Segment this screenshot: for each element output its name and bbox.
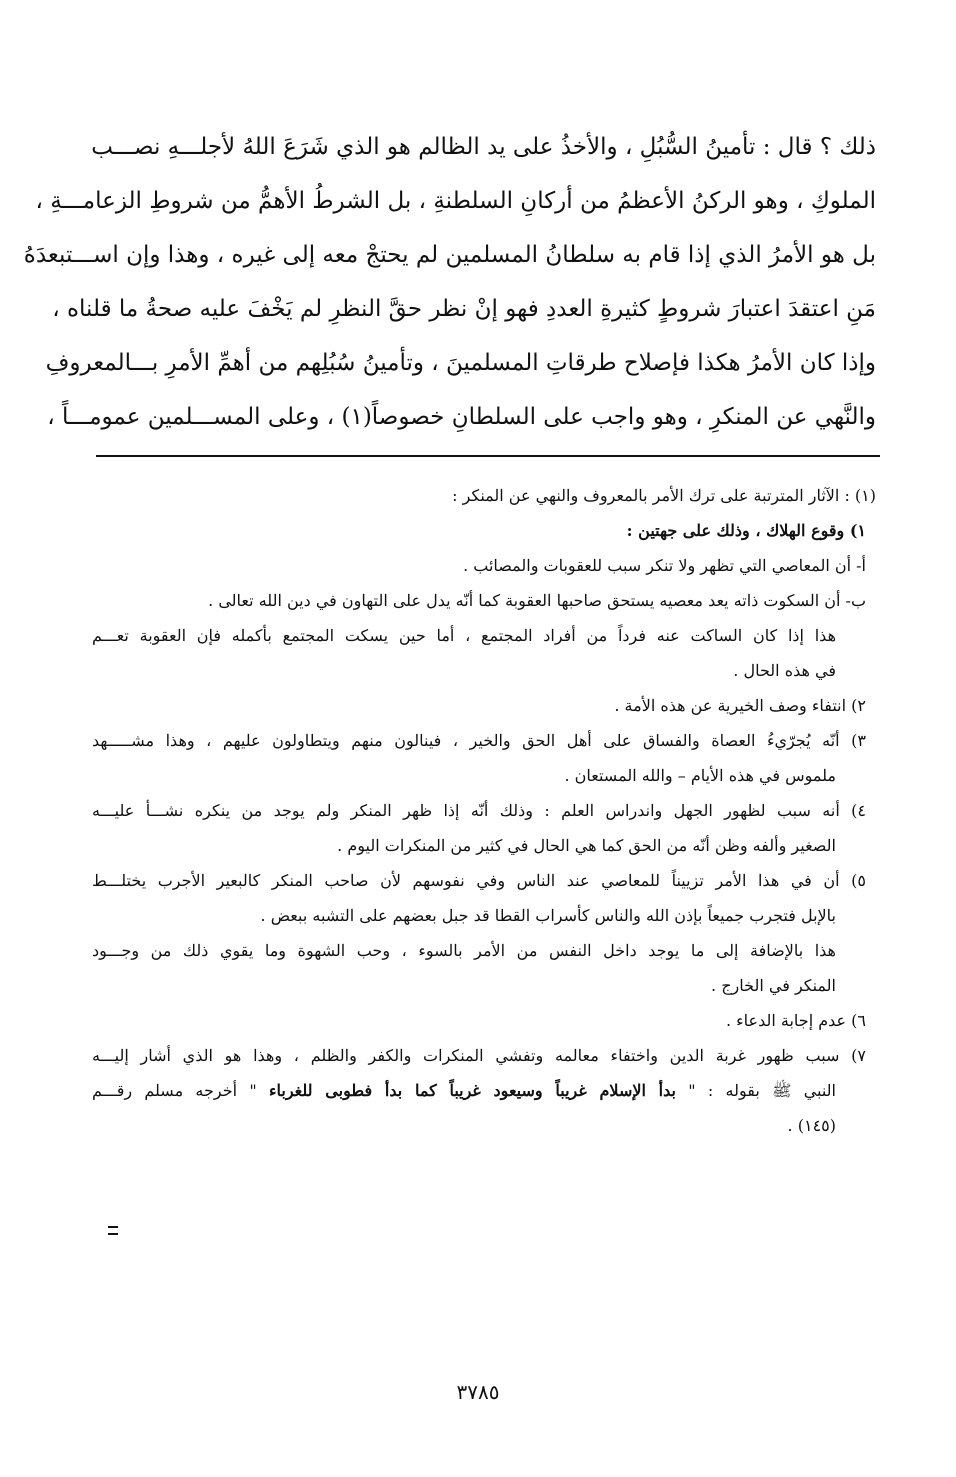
margin-mark [108, 1226, 118, 1235]
main-text-line: وإذا كان الأمرُ هكذا فإصلاح طرقاتِ المسلمينَ ، وتأمينُ سُبُلِهم من أهمِّ الأمرِ بـــالمعروفِ [45, 350, 876, 376]
footnote-item: ٧) سبب ظهور غربة الدين واختفاء معالمه وتفشي المنكرات والكفر والظلم ، وهذا هو الذي أشار إليـــه [92, 1046, 866, 1065]
footnote-item: ٤) أنه سبب لظهور الجهل واندراس العلم : وذلك أنّه إذا ظهر المنكر ولم يوجد من ينكره نشـــأ عليـــه [92, 801, 866, 820]
footnote-line: بالإبل فتجرب جميعاً بإذن الله والناس كأسراب القطا قد جبل بعضهم على التشبه ببعض . [260, 906, 836, 925]
footnote-line: هذا إذا كان الساكت عنه فرداً من أفراد المجتمع ، أما حين يسكت المجتمع بأكمله فإن العقوبة تعـــم [92, 626, 837, 645]
footnote-line: في هذه الحال . [733, 661, 836, 680]
hadith-source: " أخرجه مسلم رقـــم [92, 1081, 257, 1100]
main-text-line: والنَّهي عن المنكرِ ، وهو واجب على السلطانِ خصوصاً(١) ، وعلى المســـلمين عمومـــاً ، [47, 404, 876, 430]
footnote-intro: (١) : الآثار المترتبة على ترك الأمر بالمعروف والنهي عن المنكر : [452, 486, 876, 505]
main-text [23, 120, 876, 444]
footnote [92, 478, 876, 1143]
hadith-intro: النبي ﷺ بقوله : " [688, 1081, 836, 1100]
footnote-item: ٦) عدم إجابة الدعاء . [725, 1011, 866, 1030]
main-text-line: ذلك ؟ قال : تأمينُ السُّبُلِ ، والأخذُ على يد الظالم هو الذي شَرَعَ اللهُ لأجلـــهِ نصـــب [91, 134, 876, 160]
footnote-item: ٢) انتفاء وصف الخيرية عن هذه الأمة . [614, 696, 866, 715]
footnote-item: ٣) أنّه يُجرّيءُ العصاة والفساق على أهل الحق والخير ، فينالون منهم ويتطاولون عليهم ، وهذا مشـــــهد [92, 731, 866, 750]
main-text-line: بل هو الأمرُ الذي إذا قام به سلطانُ المسلمين لم يحتجْ معه إلى غيره ، وهذا وإن اســـتبعدَهُ [23, 242, 876, 268]
footnote-line: (١٤٥) . [787, 1116, 836, 1135]
footnote-line-hadith [92, 1073, 876, 1108]
main-text-line: الملوكِ ، وهو الركنُ الأعظمُ من أركانِ السلطنةِ ، بل الشرطُ الأهمُّ من شروطِ الزعامـــةِ ، [35, 188, 876, 214]
hadith-quote: بدأ الإسلام غريباً وسيعود غريباً كما بدأ فطوبى للغرباء [268, 1081, 676, 1100]
footnote-item-title: ١) وقوع الهلاك ، وذلك على جهتين : [626, 521, 866, 540]
footnote-line: الصغير وألفه وظن أنّه من الحق كما هي الحال في كثير من المنكرات اليوم . [337, 836, 836, 855]
footnote-line: ملموس في هذه الأيام – والله المستعان . [564, 766, 836, 785]
footnote-separator [96, 455, 880, 457]
footnote-line: هذا بالإضافة إلى ما يوجد داخل النفس من الأمر بالسوء ، وحب الشهوة وما يقوي ذلك من وجـــود [92, 941, 836, 960]
footnote-subitem: أ- أن المعاصي التي تظهر ولا تنكر سبب للعقوبات والمصائب . [463, 556, 866, 575]
page-number: ٣٧٨٥ [456, 1380, 500, 1404]
footnote-subitem: ب- أن السكوت ذاته يعد معصيه يستحق صاحبها العقوبة كما أنّه يدل على التهاون في دين الله تعالى . [208, 591, 866, 610]
main-text-line: مَنِ اعتقدَ اعتبارَ شروطٍ كثيرةِ العددِ فهو إنْ نظر حقَّ النظرِ لم يَخْفَ عليه صحةُ ما قلناه ، [52, 296, 876, 322]
footnote-item: ٥) أن في هذا الأمر تزييناً للمعاصي عند الناس وفي نفوسهم لأن صاحب المنكر كالبعير الأجرب يختلـــط [92, 871, 866, 890]
footnote-line: المنكر في الخارج . [711, 976, 836, 995]
